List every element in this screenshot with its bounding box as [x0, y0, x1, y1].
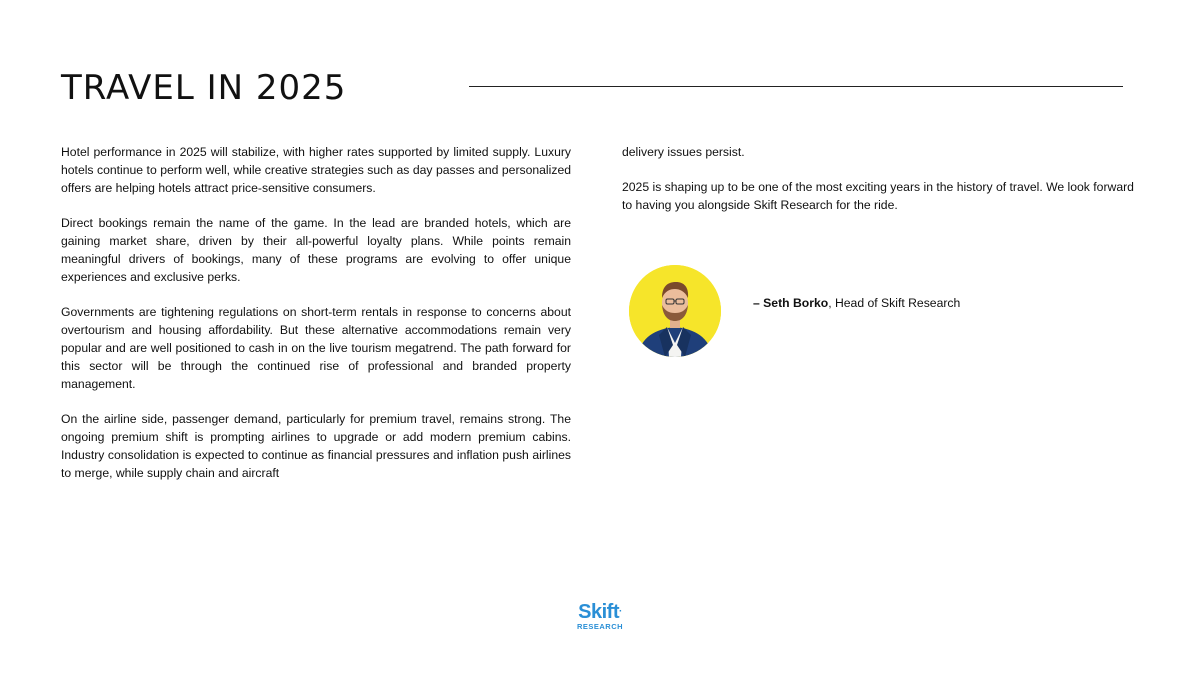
paragraph-hotels: Hotel performance in 2025 will stabilize, with higher rates supported by limited supply. Luxury hotels continue to perform well, while creative strategies such as day passes and personalized offers are helping hotels attract price-sensitive consumers. [61, 145, 571, 195]
author-portrait [629, 265, 721, 357]
logo-subtitle: RESEARCH [576, 622, 624, 631]
left-text-column [61, 143, 571, 499]
skift-research-logo [567, 602, 633, 632]
attribution-role: , Head of Skift Research [828, 296, 961, 310]
logo-wordmark: Skift· [578, 601, 622, 623]
attribution [753, 294, 960, 312]
attribution-name: – Seth Borko [753, 296, 829, 310]
paragraph-direct-bookings: Direct bookings remain the name of the game. In the lead are branded hotels, which are gaining market share, driven by their all-powerful loyalty plans. While points remain meaningful drivers of bookings, many of these programs are evolving to offer unique experiences and exclusive perks. [61, 216, 571, 284]
right-text-column [622, 143, 1134, 231]
title-divider [469, 86, 1123, 87]
page-title: TRAVEL IN 2025 [61, 68, 347, 108]
paragraph-airlines: On the airline side, passenger demand, particularly for premium travel, remains strong. The ongoing premium shift is prompting airlines to upgrade or add modern premium cabins. Industry consolidation is expected to continue as financial pressures and inflation push airlines to merge, while supply chain and aircraft [61, 412, 571, 480]
paragraph-short-term-rentals: Governments are tightening regulations on short-term rentals in response to concerns about overtourism and housing affordability. But these alternative accommodations remain very popular and are well positioned to cash in on the live tourism megatrend. The path forward for this sector will be through the continued rise of professional and branded property management. [61, 305, 571, 391]
paragraph-continuation: delivery issues persist. [622, 145, 745, 159]
paragraph-outlook: 2025 is shaping up to be one of the most exciting years in the history of travel. We look forward to having you alongside Skift Research for the ride. [622, 180, 1134, 212]
